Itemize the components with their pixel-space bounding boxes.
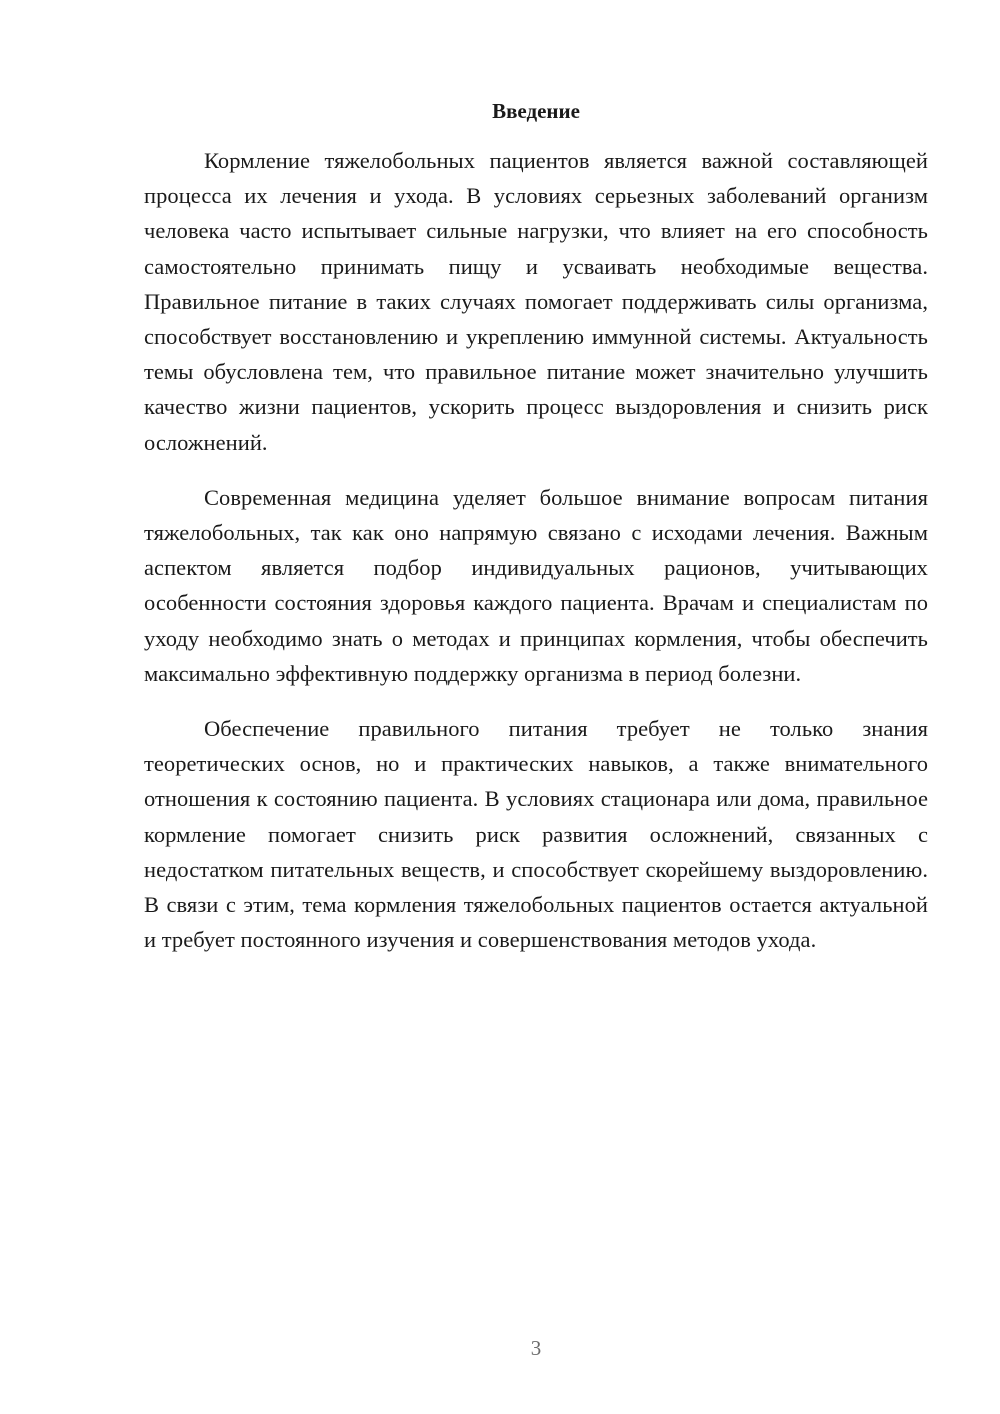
paragraph-1: Кормление тяжелобольных пациентов является важной составляющей процесса их лечения и ухода. В условиях серьезных заболеваний организм человека часто испытывает сильные нагрузки, что влияет на его способность самостоятельно принимать пищу и усваивать необходимые вещества. Правильное питание в таких случаях помогает поддерживать силы организма, способствует восстановлению и укреплению иммунной системы. Актуальность темы обусловлена тем, что правильное питание может значительно улучшить качество жизни пациентов, ускорить процесс выздоровления и снизить риск осложнений. [144,148,928,455]
section-heading: Введение [492,99,580,123]
paragraph-3: Обеспечение правильного питания требует не только знания теоретических основ, но и практических навыков, а также внимательного отношения к состоянию пациента. В условиях стационара или дома, правильное кормление помогает снизить риск развития осложнений, связанных с недостатком питательных веществ, и способствует скорейшему выздоровлению. В связи с этим, тема кормления тяжелобольных пациентов остается актуальной и требует постоянного изучения и совершенствования методов ухода. [144,716,928,953]
body-text [144,143,928,977]
paragraph-2: Современная медицина уделяет большое внимание вопросам питания тяжелобольных, так как оно напрямую связано с исходами лечения. Важным аспектом является подбор индивидуальных рационов, учитывающих особенности состояния здоровья каждого пациента. Врачам и специалистам по уходу необходимо знать о методах и принципах кормления, чтобы обеспечить максимально эффективную поддержку организма в период болезни. [144,484,928,686]
page-number: 3 [530,1336,542,1360]
